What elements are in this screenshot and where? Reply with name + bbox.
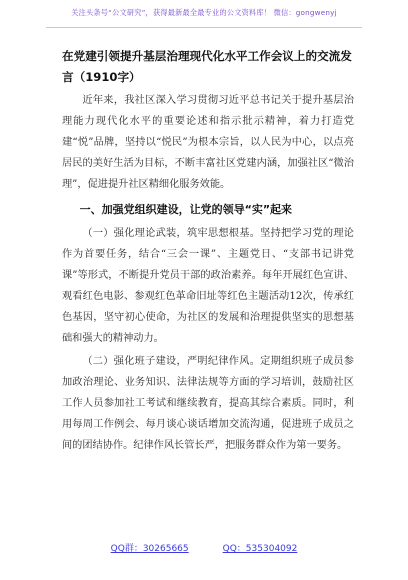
- section-heading-1: 一、加强党组织建设，让党的领导“实”起来: [79, 203, 293, 216]
- page-header: [0, 0, 408, 26]
- page-footer: [0, 541, 408, 554]
- header-banner-text: 关注头条号“公文研究”，获得最新最全最专业的公文资料库！ 微信：gongwenyj: [71, 8, 337, 17]
- document-title: 在党建引领提升基层治理现代化水平工作会议上的交流发言（1910字）: [62, 49, 352, 84]
- document-body: [62, 46, 354, 458]
- intro-paragraph: 近年来，我社区深入学习贯彻习近平总书记关于提升基层治理能力现代化水平的重要论述和指示批示精神，着力打造党建“悦”品牌，坚持以“悦民”为根本宗旨，以人民为中心，以点亮居民的美好生活为目标，不断丰富社区党建内涵，加强社区“微治理”，促进提升社区精细化服务效能。: [62, 95, 354, 190]
- header-divider: [46, 27, 362, 28]
- paragraph-1: （一）强化理论武装，筑牢思想根基。坚持把学习党的理论作为首要任务，结合“三会一课”、主题党日、“支部书记讲党课”等形式，不断提升党员干部的政治素养。每年开展红色宣讲、观看红色电影、参观红色革命旧址等红色主题活动12次，传承红色基因，坚守初心使命，为社区的发展和治理提供坚实的思想基础和强大的精神动力。: [62, 228, 354, 344]
- footer-qq-link[interactable]: QQ：535304092: [222, 544, 298, 554]
- footer-qq-group-link[interactable]: QQ群：30265665: [110, 544, 189, 554]
- paragraph-2: （二）强化班子建设，严明纪律作风。定期组织班子成员参加政治理论、业务知识、法律法规等方面的学习培训，鼓励社区工作人员参加社工考试和继续教育，提高其综合素质。同时，利用每周工作例会、每月谈心谈话增加交流沟通，促进班子成员之间的团结协作。纪律作风长管长严，把服务群众作为第一要务。: [62, 356, 354, 451]
